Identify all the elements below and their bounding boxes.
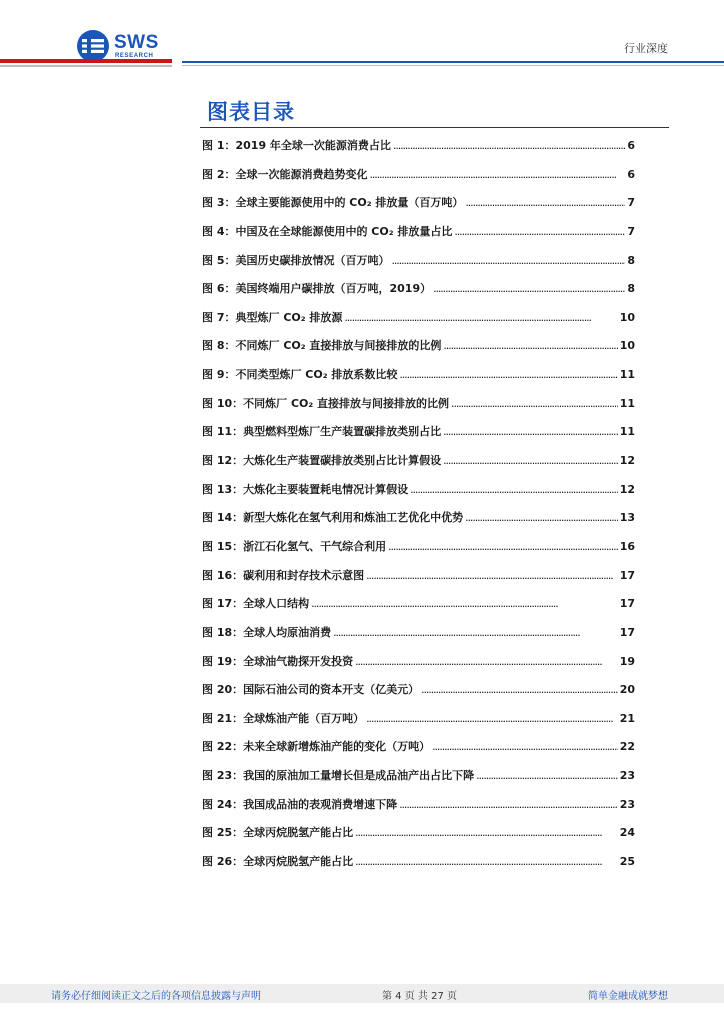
toc-entry[interactable] [202,567,635,596]
toc-entry-label: 图 16：碳利用和封存技术示意图 [202,568,365,582]
toc-entry[interactable] [202,653,635,682]
toc-entry[interactable] [202,252,635,281]
toc-dot-leader [366,569,618,582]
toc-dot-leader [421,683,618,696]
report-category: 行业深度 [624,42,668,55]
toc-entry-label: 图 25：全球丙烷脱氢产能占比 [202,826,354,840]
toc-dot-leader [465,196,625,209]
toc-entry[interactable] [202,738,635,767]
toc-entry-page: 24 [619,826,635,840]
toc-entry-page: 6 [627,139,635,152]
toc-dot-leader [410,483,618,496]
toc-entry-label: 图 17：全球人口结构 [202,597,310,611]
toc-dot-leader [432,740,618,753]
toc-entry-label: 图 1：2019 年全球一次能源消费占比 [202,139,391,152]
toc-entry[interactable] [202,710,635,739]
toc-dot-leader [433,282,625,295]
toc-entry-label: 图 12：大炼化生产装置碳排放类别占比计算假设 [202,454,442,468]
toc-entry-label: 图 14：新型大炼化在氢气利用和炼油工艺优化中优势 [202,511,464,525]
header-rule-gray [0,65,172,67]
toc-dot-leader [355,855,618,868]
toc-entry-page: 11 [619,396,635,410]
toc-entry-page: 25 [619,855,635,869]
sws-logo-mark-icon [76,29,110,63]
toc-dot-leader [443,339,617,352]
toc-entry-label: 图 18：全球人均原油消费 [202,625,332,639]
toc-dot-leader [465,511,618,524]
toc-entry-label: 图 26：全球丙烷脱氢产能占比 [202,855,354,869]
toc-entry-label: 图 23：我国的原油加工量增长但是成品油产出占比下降 [202,769,475,783]
toc-entry-label: 图 11：典型燃料型炼厂生产装置碳排放类别占比 [202,425,442,439]
toc-entry-label: 图 15：浙江石化氢气、干气综合利用 [202,539,387,553]
table-of-figures [202,137,635,882]
toc-entry-label: 图 20：国际石油公司的资本开支（亿美元） [202,683,420,697]
header-rule-red [0,59,172,63]
footer-page-info: 第 4 页 共 27 页 [382,991,457,1002]
toc-entry-page: 7 [627,224,635,238]
toc-entry[interactable] [202,538,635,567]
toc-dot-leader [388,540,618,553]
toc-entry[interactable] [202,423,635,452]
toc-entry-page: 11 [619,368,635,382]
toc-dot-leader [344,311,617,324]
toc-entry[interactable] [202,280,635,309]
toc-entry-label: 图 19：全球油气勘探开发投资 [202,654,354,668]
logo-text: SWS [114,32,159,53]
toc-dot-leader [391,254,625,267]
toc-dot-leader [476,769,618,782]
toc-dot-leader [311,597,618,610]
toc-entry-label: 图 8：不同炼厂 CO₂ 直接排放与间接排放的比例 [202,339,442,353]
toc-entry-page: 6 [627,167,635,181]
toc-entry-page: 19 [619,654,635,668]
toc-entry[interactable] [202,481,635,510]
toc-entry-page: 16 [619,539,635,553]
toc-entry-label: 图 9：不同类型炼厂 CO₂ 排放系数比较 [202,368,398,382]
toc-entry-label: 图 21：全球炼油产能（百万吨） [202,711,365,725]
toc-entry[interactable] [202,824,635,853]
toc-entry[interactable] [202,366,635,395]
header-rule-blue [182,61,724,63]
toc-entry-page: 10 [619,339,635,353]
toc-dot-leader [399,368,617,381]
toc-dot-leader [443,425,618,438]
toc-entry-label: 图 24：我国成品油的表观消费增速下降 [202,797,398,811]
toc-dot-leader [355,655,618,668]
toc-entry-page: 8 [627,253,635,267]
toc-entry-page: 11 [619,425,635,439]
toc-entry-label: 图 4：中国及在全球能源使用中的 CO₂ 排放量占比 [202,224,453,238]
toc-entry-label: 图 13：大炼化主要装置耗电情况计算假设 [202,482,409,496]
toc-dot-leader [454,225,625,238]
toc-entry-page: 17 [619,597,635,611]
toc-entry-page: 20 [619,683,635,697]
toc-entry-label: 图 3：全球主要能源使用中的 CO₂ 排放量（百万吨） [202,196,464,210]
toc-entry[interactable] [202,137,635,166]
toc-entry-page: 10 [619,310,635,324]
toc-entry-page: 23 [619,769,635,783]
logo-subtext: RESEARCH [115,53,154,59]
toc-entry-label: 图 5：美国历史碳排放情况（百万吨） [202,253,390,267]
footer-slogan: 简单金融成就梦想 [588,991,668,1002]
toc-entry-label: 图 2：全球一次能源消费趋势变化 [202,167,368,181]
page-title: 图表目录 [207,100,295,124]
toc-entry[interactable] [202,595,635,624]
toc-entry-page: 21 [619,711,635,725]
toc-entry[interactable] [202,681,635,710]
toc-entry-page: 12 [619,454,635,468]
toc-dot-leader [393,139,625,152]
toc-entry-label: 图 22：未来全球新增炼油产能的变化（万吨） [202,740,431,754]
toc-entry-page: 22 [619,740,635,754]
toc-dot-leader [366,712,618,725]
toc-entry[interactable] [202,509,635,538]
toc-dot-leader [369,168,625,181]
toc-entry-page: 7 [627,196,635,210]
toc-dot-leader [399,798,618,811]
toc-entry[interactable] [202,223,635,252]
toc-entry-page: 17 [619,625,635,639]
toc-entry[interactable] [202,166,635,195]
toc-entry[interactable] [202,395,635,424]
toc-dot-leader [333,626,618,639]
footer-disclaimer[interactable]: 请务必仔细阅读正文之后的各项信息披露与声明 [51,991,261,1002]
toc-entry-page: 23 [619,797,635,811]
toc-entry-page: 17 [619,568,635,582]
toc-entry[interactable] [202,452,635,481]
toc-dot-leader [443,454,618,467]
toc-entry[interactable] [202,309,635,338]
toc-entry-page: 8 [627,282,635,296]
header-rule-gray-right [182,65,724,66]
toc-entry[interactable] [202,853,635,882]
toc-entry[interactable] [202,767,635,796]
toc-dot-leader [451,397,618,410]
title-divider [200,127,669,128]
toc-entry[interactable] [202,194,635,223]
toc-dot-leader [355,826,618,839]
toc-entry-label: 图 6：美国终端用户碳排放（百万吨，2019） [202,282,432,296]
toc-entry-page: 13 [619,511,635,525]
toc-entry-label: 图 7：典型炼厂 CO₂ 排放源 [202,310,343,324]
toc-entry[interactable] [202,796,635,825]
toc-entry[interactable] [202,337,635,366]
toc-entry-page: 12 [619,482,635,496]
toc-entry[interactable] [202,624,635,653]
toc-entry-label: 图 10：不同炼厂 CO₂ 直接排放与间接排放的比例 [202,396,450,410]
